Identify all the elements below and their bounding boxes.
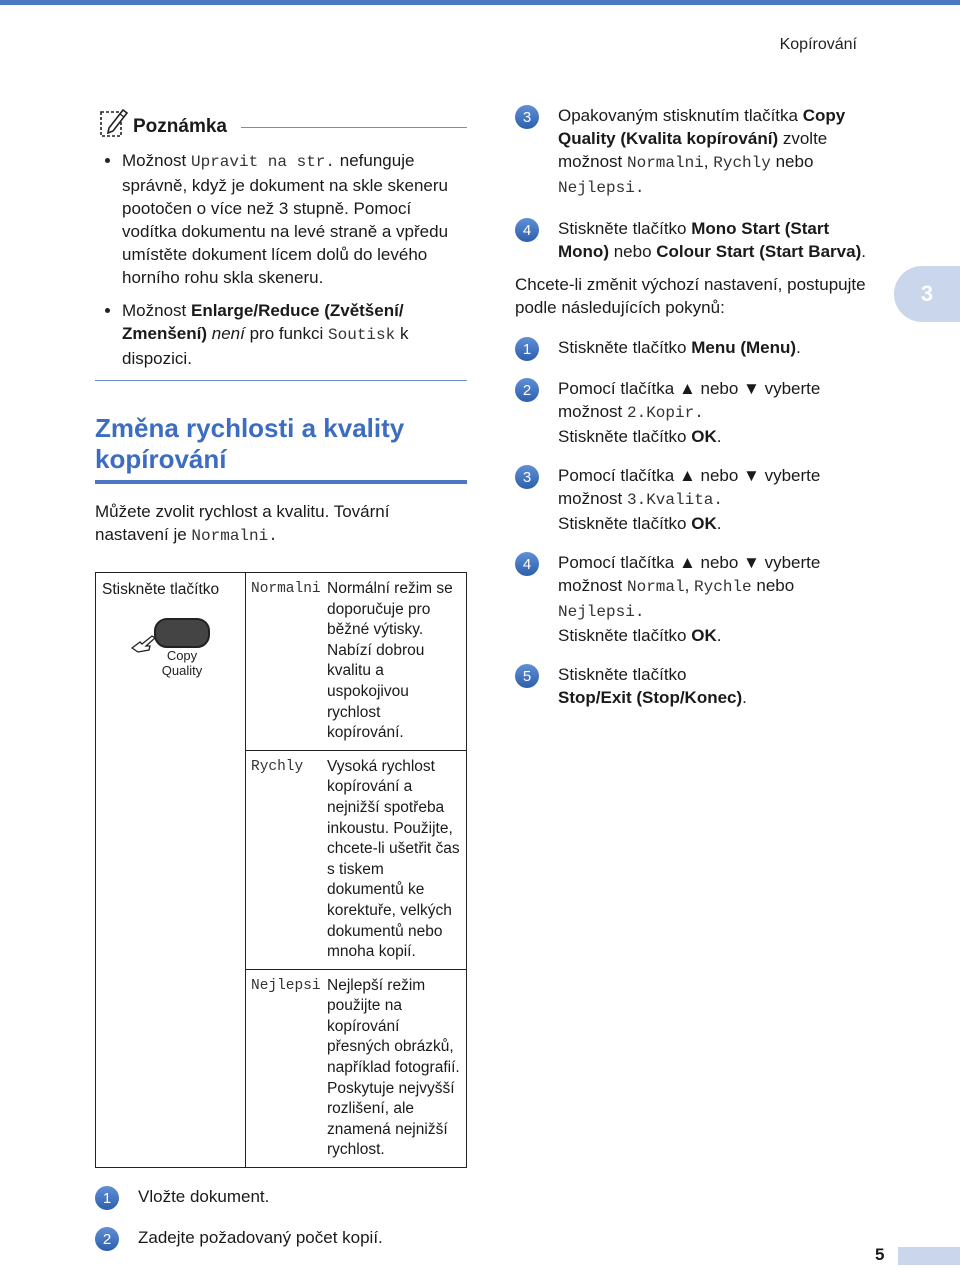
text: k dispozici. xyxy=(122,324,409,368)
key-label: Copy Quality xyxy=(161,648,203,678)
bold-text: Menu (Menu) xyxy=(691,338,797,357)
step-3 xyxy=(515,104,875,200)
option-description: Normální režim se doporučuje pro běžné výtisky. Nabízí dobrou kvalitu a uspokojivou rychlost kopírování. xyxy=(327,580,453,742)
text: . xyxy=(861,242,866,261)
text: pro funkci xyxy=(244,324,329,343)
chapter-tab: 3 xyxy=(894,266,960,322)
mono-text: Rychly xyxy=(713,154,771,172)
text: . xyxy=(716,514,722,533)
italic-text: není xyxy=(211,324,245,343)
mono-text: Soutisk xyxy=(328,326,396,344)
section-intro xyxy=(95,500,467,548)
mono-text: Normalni. xyxy=(191,527,278,545)
step-text xyxy=(558,104,875,200)
left-column xyxy=(95,100,467,1251)
text: nebo xyxy=(770,152,814,171)
default-step-2 xyxy=(515,377,875,448)
up-arrow-icon: ▲ xyxy=(678,553,696,572)
text: Stiskněte tlačítko xyxy=(558,514,692,533)
step-text xyxy=(558,217,875,263)
step-4 xyxy=(515,217,875,263)
step-text xyxy=(558,663,747,709)
step-number: 2 xyxy=(95,1227,119,1251)
text: vyberte možnost xyxy=(558,379,821,421)
note-item xyxy=(95,299,467,370)
step-1 xyxy=(95,1185,467,1210)
default-step-1 xyxy=(515,336,875,361)
text: Pomocí tlačítka xyxy=(558,553,679,572)
down-arrow-icon: ▼ xyxy=(743,379,760,398)
bold-text: OK xyxy=(691,427,717,446)
note-pencil-icon xyxy=(99,106,129,140)
text: nebo xyxy=(608,242,657,261)
mono-text: Upravit na str. xyxy=(190,153,336,171)
bold-text: Stop/Exit (Stop/Konec) xyxy=(558,688,743,707)
text: zvolte možnost xyxy=(558,129,828,171)
text: . xyxy=(742,688,747,707)
step-number: 3 xyxy=(515,465,539,489)
step-number: 4 xyxy=(515,552,539,576)
text: Můžete zvolit rychlost a kvalitu. Tovární nastavení je xyxy=(95,502,390,544)
press-label: Stiskněte tlačítko xyxy=(102,581,220,598)
mono-text: 2.Kopir. xyxy=(626,404,704,422)
up-arrow-icon: ▲ xyxy=(678,466,696,485)
mono-text: Normal xyxy=(626,578,685,596)
option-description: Vysoká rychlost kopírování a nejnižší spotřeba inkoustu. Použijte, chcete-li ušetřit čas s tiskem dokumentů ke korektuře, velkých dokumentů nebo mnoha kopií. xyxy=(327,757,460,961)
note-divider xyxy=(241,127,467,128)
step-text: Zadejte požadovaný počet kopií. xyxy=(138,1228,383,1248)
bold-text: Colour Start (Start Barva) xyxy=(656,242,862,261)
step-2 xyxy=(95,1226,467,1251)
option-name: Rychly xyxy=(251,758,304,775)
text: Stiskněte tlačítko xyxy=(558,665,687,684)
copy-quality-key xyxy=(130,618,230,684)
mono-text: Rychle xyxy=(694,578,752,596)
text: nebo xyxy=(695,466,744,485)
mono-text: Nejlepsi. xyxy=(558,603,645,621)
step-text: Vložte dokument. xyxy=(138,1187,270,1207)
text: nebo xyxy=(751,576,795,595)
bold-text: Enlarge/Reduce (Zvětšení/ Zmenšení) xyxy=(122,301,404,343)
key-cell xyxy=(96,573,246,1168)
bold-text: OK xyxy=(691,514,717,533)
text: nefunguje správně, když je dokument na skle skeneru pootočen o více než 3 stupně. Pomocí vodítka dokumentu na levé straně a vpředu umístěte dokument lícem dolů do levého horního rohu skla skeneru. xyxy=(122,151,449,287)
text: . xyxy=(716,427,722,446)
option-description: Nejlepší režim použijte na kopírování přesných obrázků, například fotografií. Poskytuje nejvyšší rozlišení, ale znamená nejnižší rychlost. xyxy=(327,976,460,1159)
default-step-4 xyxy=(515,551,875,647)
step-text xyxy=(558,551,875,647)
step-number: 5 xyxy=(515,664,539,688)
default-step-5 xyxy=(515,663,875,709)
option-name: Nejlepsi xyxy=(251,977,321,994)
step-text xyxy=(558,336,801,359)
text: , xyxy=(703,152,714,171)
note-title: Poznámka xyxy=(133,116,227,137)
text: nebo xyxy=(695,379,744,398)
default-settings-paragraph: Chcete-li změnit výchozí nastavení, postupujte podle následujících pokynů: xyxy=(515,275,866,317)
text: Stiskněte tlačítko xyxy=(558,427,692,446)
bold-text: Copy Quality (Kvalita kopírování) xyxy=(558,106,846,148)
text: Opakovaným stisknutím tlačítka xyxy=(558,106,803,125)
mono-text: Normalni xyxy=(626,154,704,172)
bold-text: Mono Start (Start Mono) xyxy=(558,219,830,261)
default-step-3 xyxy=(515,464,875,535)
text: Stiskněte tlačítko xyxy=(558,338,692,357)
section-title: Změna rychlosti a kvality kopírování xyxy=(95,413,405,474)
top-rule xyxy=(0,0,960,5)
option-row xyxy=(246,970,466,1167)
note-list xyxy=(95,149,467,370)
step-number: 1 xyxy=(95,1186,119,1210)
note-box xyxy=(95,100,467,381)
text: Stiskněte tlačítko xyxy=(558,626,692,645)
step-text xyxy=(558,377,875,448)
text: Možnost xyxy=(122,151,191,170)
down-arrow-icon: ▼ xyxy=(743,466,760,485)
up-arrow-icon: ▲ xyxy=(678,379,696,398)
text: . xyxy=(716,626,722,645)
text: . xyxy=(796,338,801,357)
option-row xyxy=(246,573,466,751)
text: , xyxy=(684,576,695,595)
mono-text: 3.Kvalita. xyxy=(626,491,723,509)
text: vyberte možnost xyxy=(558,553,821,595)
down-arrow-icon: ▼ xyxy=(743,553,760,572)
note-item xyxy=(95,149,467,289)
text: vyberte možnost xyxy=(558,466,821,508)
running-head: Kopírování xyxy=(779,36,857,53)
key-button-shape xyxy=(154,618,210,648)
step-number: 3 xyxy=(515,105,539,129)
right-column xyxy=(515,104,875,709)
settings-table xyxy=(95,572,467,1168)
note-bottom-rule xyxy=(95,380,467,381)
mono-text: Nejlepsi. xyxy=(558,179,645,197)
step-number: 1 xyxy=(515,337,539,361)
text: Možnost xyxy=(122,301,191,320)
bold-text: OK xyxy=(691,626,717,645)
page-number: 5 xyxy=(875,1245,885,1264)
text: Stiskněte tlačítko xyxy=(558,219,692,238)
text: Pomocí tlačítka xyxy=(558,379,679,398)
text: nebo xyxy=(695,553,744,572)
step-number: 4 xyxy=(515,218,539,242)
page-number-bar xyxy=(898,1247,960,1265)
options-cell xyxy=(246,573,467,1168)
option-row xyxy=(246,751,466,970)
text: Pomocí tlačítka xyxy=(558,466,679,485)
option-name: Normalni xyxy=(251,581,321,597)
step-number: 2 xyxy=(515,378,539,402)
step-text xyxy=(558,464,875,535)
note-header xyxy=(95,100,467,140)
section-rule xyxy=(95,480,467,484)
